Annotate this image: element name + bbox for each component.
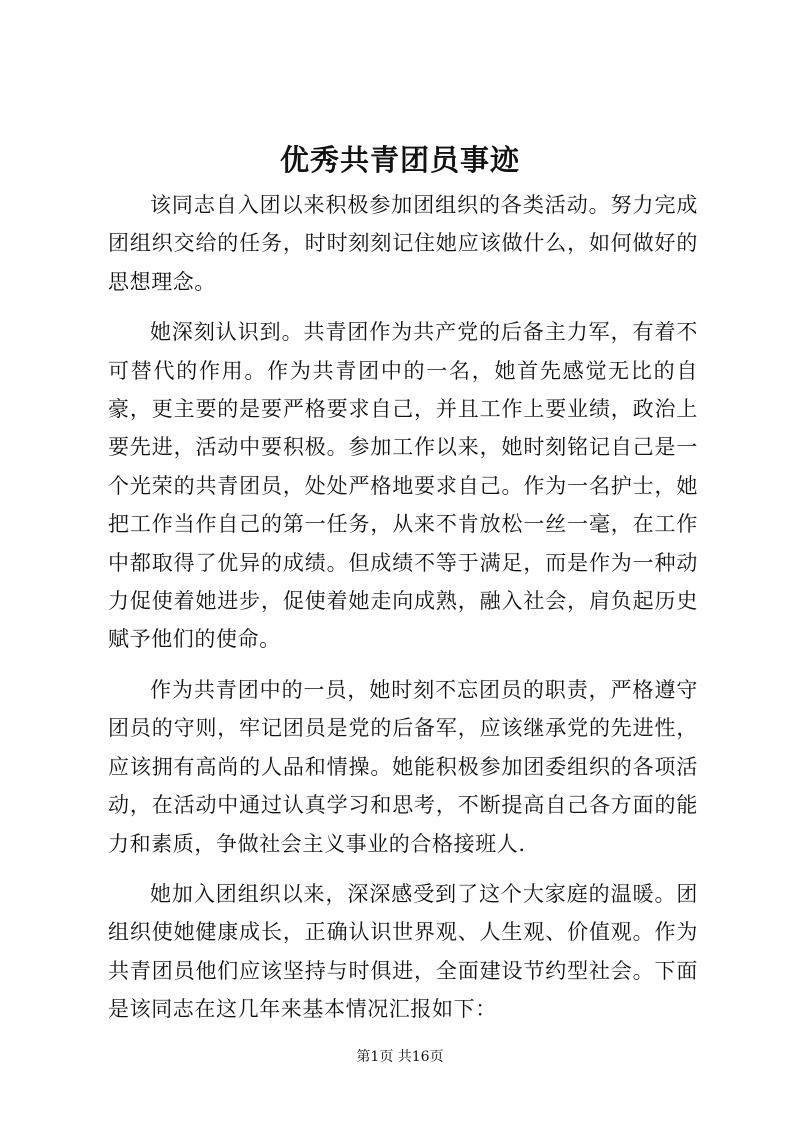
paragraph-2: 她深刻认识到。共青团作为共产党的后备主力军，有着不可替代的作用。作为共青团中的一名，她首先感觉无比的自豪，更主要的是要严格要求自己，并且工作上要业绩，政治上要先进，活动中要积极。参加工作以来，她时刻铭记自己是一个光荣的共青团员，处处严格地要求自己。作为一名护士，她把工作当作自己的第一任务，从来不肯放松一丝一毫，在工作中都取得了优异的成绩。但成绩不等于满足，而是作为一种动力促使着她进步，促使着她走向成熟，融入社会，肩负起历史赋予他们的使命。: [108, 320, 698, 652]
page-number-footer: 第1页 共16页: [356, 1049, 444, 1065]
paragraph-3: 作为共青团中的一员，她时刻不忘团员的职责，严格遵守团员的守则，牢记团员是党的后备军，应该继承党的先进性，应该拥有高尚的人品和情操。她能积极参加团委组织的各项活动，在活动中通过认真学习和思考，不断提高自己各方面的能力和素质，争做社会主义事业的合格接班人.: [108, 677, 698, 856]
document-title: 优秀共青团员事迹: [279, 143, 520, 177]
paragraph-4: 她加入团组织以来，深深感受到了这个大家庭的温暖。团组织使她健康成长，正确认识世界观、人生观、价值观。作为共青团员他们应该坚持与时俱进，全面建设节约型社会。下面是该同志在这几年来基本情况汇报如下：: [108, 881, 698, 1022]
document-body: [108, 186, 698, 1029]
paragraph-1: 该同志自入团以来积极参加团组织的各类活动。努力完成团组织交给的任务，时时刻刻记住她应该做什么，如何做好的思想理念。: [108, 193, 698, 294]
